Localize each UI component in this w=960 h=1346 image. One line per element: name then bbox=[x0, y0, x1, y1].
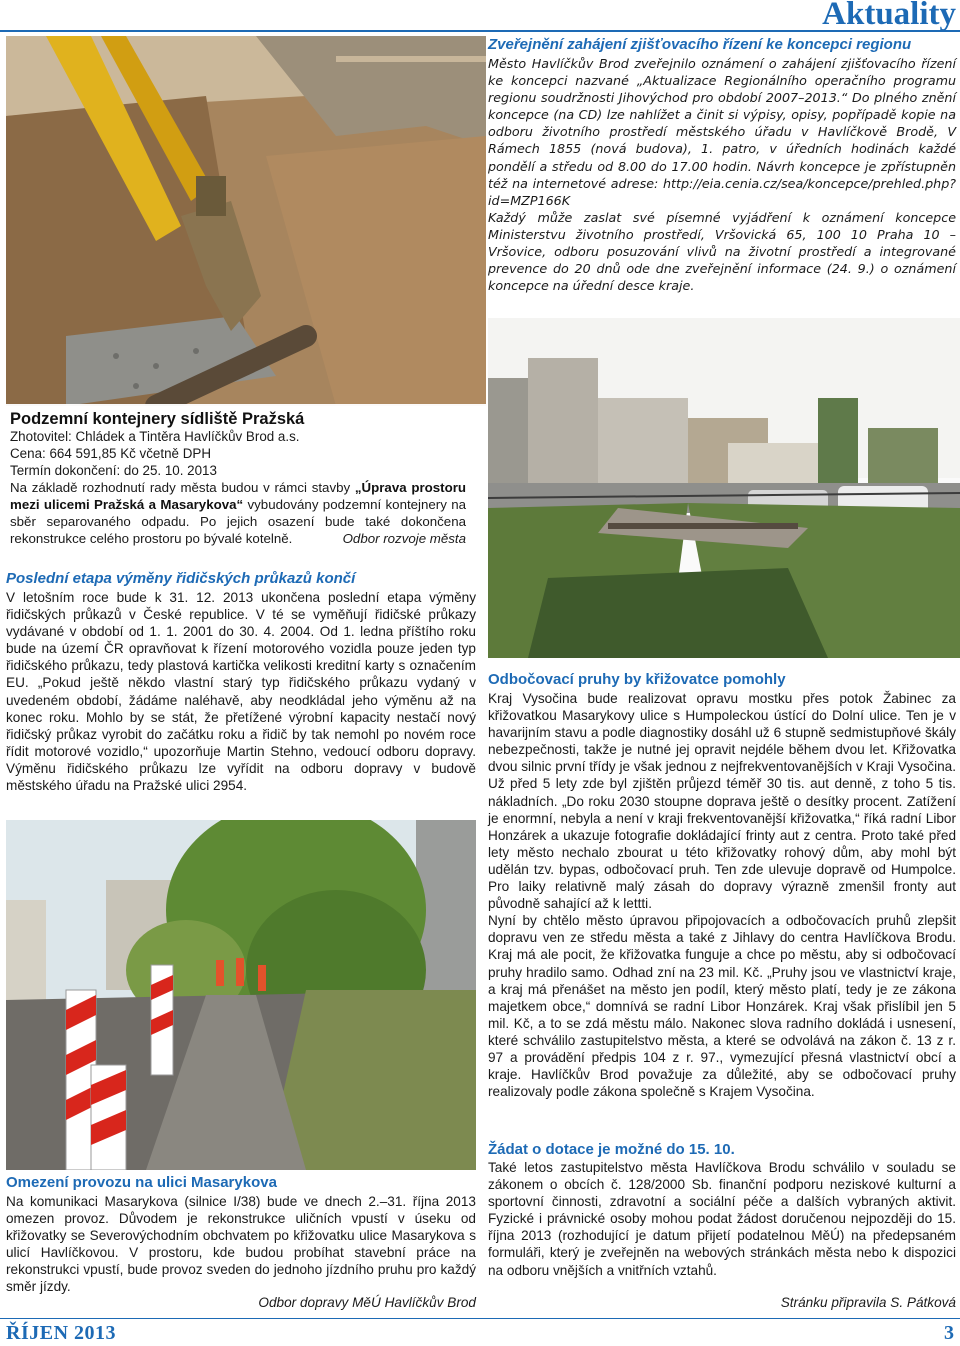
roadworks-photo bbox=[6, 820, 476, 1170]
sea-article-body bbox=[488, 55, 956, 294]
masarykova-signature: Odbor dopravy MěÚ Havlíčkův Brod bbox=[258, 1295, 476, 1310]
footer-month: ŘÍJEN 2013 bbox=[6, 1322, 117, 1344]
grants-title: Žádat o dotace je možné do 15. 10. bbox=[488, 1141, 735, 1158]
turn-lanes-title: Odbočovací pruhy by křižovatce pomohly bbox=[488, 671, 786, 688]
turn-lanes-text-2: Nyní by chtělo město úpravou připojovacích a odbočovacích pruhů zlepšit dopravu ven ze středu města a také z Jihlavy do centra Havlíčkova Brodu. Kraj má ale pocit, že křižovatka funguje a chce po městu, aby si odbočovací pruhy hradilo samo. Odhad zní na 23 mil. Kč. „Pruhy jsou ve vlastnictví kraje, a kraj má přenášet na město jen podíl, který město platí, tedy je ze zákona majetkem obce,“ domnívá se radní Libor Honzárek. Kraj však přislíbil jen 5 mil. Kč, a to se zdá městu málo. Nakonec slova radního dokládá i usnesení, které schválilo zastupitelstvo města, a které se odvolává na zákon č. 13 z r. 97 a provádění předpis 104 z r. 97., vymezující přesná vlastnictví obcí a kraje. Havlíčkův Brod považuje za důležité, aby se odbočovací pruhy realizovaly podle zákona společně s Krajem Vysočina. bbox=[488, 913, 956, 1100]
turn-lanes-body bbox=[488, 690, 956, 1100]
sea-article-title: Zveřejnění zahájení zjišťovacího řízení ke koncepci regionu bbox=[488, 36, 912, 53]
masarykova-body: Na komunikaci Masarykova (silnice I/38) bude ve dnech 2.–31. října 2013 omezen provoz. Důvodem je rekonstrukce uličních vpustí v úseku od křižovatky se Sever​ovýchodním obchvatem po křižovatku ulice Masarykova s ulicí Havlíčkovou. V prostoru, kde budou probíhat stavební práce na rekonstrukci vpustí, bude provoz sveden do jednoho jízdního pruhu pro každý směr jízdy. bbox=[6, 1194, 476, 1295]
grants-signature: Stránku připravila S. Pátková bbox=[780, 1295, 956, 1310]
grants-body: Také letos zastupitelstvo města Havlíčkova Brodu schválilo v souladu se zákonem o obcích č. 128/2000 Sb. finanční podporu neziskové kulturní a sportovní činnosti, zdravotní a sociální péče a dalších vybraných aktivit. Fyzické i právnické osoby mohou podat žádost doručenou nejpozději do 15. října 2013 (rozhodující je datum přijetí podatelnou MěÚ) na předepsaném formuláři, který je zveřejněn na webových stránkách města nebo k dispozici na odboru vnějších a vnitřních vztahů. bbox=[488, 1160, 956, 1278]
licences-title: Poslední etapa výměny řidičských průkazů končí bbox=[6, 570, 356, 587]
excavation-photo bbox=[6, 36, 486, 406]
sea-article-text-2: Každý může zaslat své písemné vyjádření k oznámení koncepce Ministerstvu životního prostředí, Vršovická 65, 100 10 Praha 10 – Vršovice, odboru posuzování vlivů na životní prostředí a integrované prevence do 20 dnů ode dne zveřejnění informace (24. 9.) o oznámení koncepce na úřední desce kraje. bbox=[488, 209, 956, 294]
containers-price: Cena: 664 591,85 Kč včetně DPH bbox=[10, 446, 211, 461]
containers-title: Podzemní kontejnery sídliště Pražská bbox=[10, 410, 305, 428]
containers-signature: Odbor rozvoje města bbox=[342, 531, 466, 546]
containers-body-b: vybudovány podzemní kontejnery na sběr separovaného odpadu. Po jejich osazení bude také dokončena rekonstrukce celého prostoru po bývalé kotelně. bbox=[10, 497, 466, 546]
bridge-photo bbox=[488, 318, 960, 658]
footer-rule bbox=[0, 1318, 960, 1319]
containers-deadline: Termín dokončení: do 25. 10. 2013 bbox=[10, 463, 217, 478]
sea-article-text: Město Havlíčkův Brod zveřejnilo oznámení o zahájení zjišťovacího řízení ke koncepci nazvané „Aktualizace Regionálního operačního programu regionu soudržnosti Jihovýchod pro období 2007–2013.“ Do plného znění koncepce (na CD) lze nahlížet a činit si výpisy, opisy, popřípadě kopie na odboru životního prostředí městského úřadu v Havlíčkově Brodě, V Rámech 1855 (nová budova), 1. patro, v úředních hodinách každé pondělí a středu od 8.00 do 17.00 hodin. Návrh koncepce je zpřístupněn též na internetové adrese: bbox=[488, 56, 956, 191]
containers-body-a: Na základě rozhodnutí rady města budou v rámci stavby bbox=[10, 480, 355, 495]
section-title: Aktuality bbox=[822, 0, 956, 32]
sea-article-link[interactable]: http://eia.cenia.cz/sea/koncepce/prehled.php?id=MZP166K bbox=[488, 175, 956, 208]
containers-box bbox=[0, 404, 486, 554]
turn-lanes-text: Kraj Vysočina bude realizovat opravu mostku přes potok Žabinec za křižovatkou Masarykovy ulice s Humpoleckou ústící do Dolní ulice. Ten je v havarijním stavu a podle diagnostiky dosáhl už 6 stupně sedmistupňové škály nebezpečnosti, takže je nutné jej opravit nejdéle během dvou let. Křižovatka dvou silnic první třídy je však jednou z nejfrekventovanějších v Kraji Vysočina. Už před 5 lety zde byl zjištěn průjezd téměř 30 tis. aut denně, z toho 5 tis. nákladních. „Do roku 2030 stoupne doprava ještě o desítky procent. Zatížení je enormní, nebyla a není v kraji frekventovanější křižovatka,“ říká radní Libor Honzárek a ukazuje fotografie dokládající frinty aut z centra. Proto také před lety město nechalo zbourat u této křižovatky rohový dům, aby mohl být udělán tzv. bypas, odbočovací pruh. Ten zde ulevuje dopravě od Humpolce. Pro laiky relativně malý zásah do dopravy výrazně zmenšil fronty aut původně sahající až k lettti. bbox=[488, 691, 956, 912]
masarykova-title: Omezení provozu na ulici Masarykova bbox=[6, 1174, 277, 1191]
licences-body: V letošním roce bude k 31. 12. 2013 ukončena poslední etapa výměny řidičských průkazů v České republice. V té se vyměňují řidičské průkazy vydávané v období od 1. 1. 2001 do 30. 4. 2004. Od 1. ledna příštího roku bude na území ČR opravňovat k řízení motorového vozidla pouze jeden typ řidičského průkazu, tedy plastová kartička velikosti kreditní karty s označením EU. „Pokud ještě někdo vlastní starý typ řidičského průkazu vydaný v uvedeném období, žádáme naléhavě, aby neodkládal jeho výměnu až na konec roku. Mohlo by se stát, že přetížené výrobní kapacity nestačí nový řidičský průkaz vyrobit do začátku roku a řidič by tak nemohl po novém roce řídit motorové vozidlo,“ upozorňuje Martin Stehno, vedoucí odboru dopravy. Výměnu řidičského průkazu lze vyřídit na odboru dopravy v budově městského úřadu na Pražské ulici 2954. bbox=[6, 590, 476, 794]
containers-contractor: Zhotovitel: Chládek a Tintěra Havlíčkův Brod a.s. bbox=[10, 429, 300, 444]
containers-body-bold: „Úprava prostoru mezi ulicemi Pražská a Masarykova“ bbox=[10, 480, 466, 512]
page-number: 3 bbox=[944, 1322, 954, 1344]
header-rule bbox=[0, 30, 960, 32]
containers-body bbox=[10, 479, 466, 547]
